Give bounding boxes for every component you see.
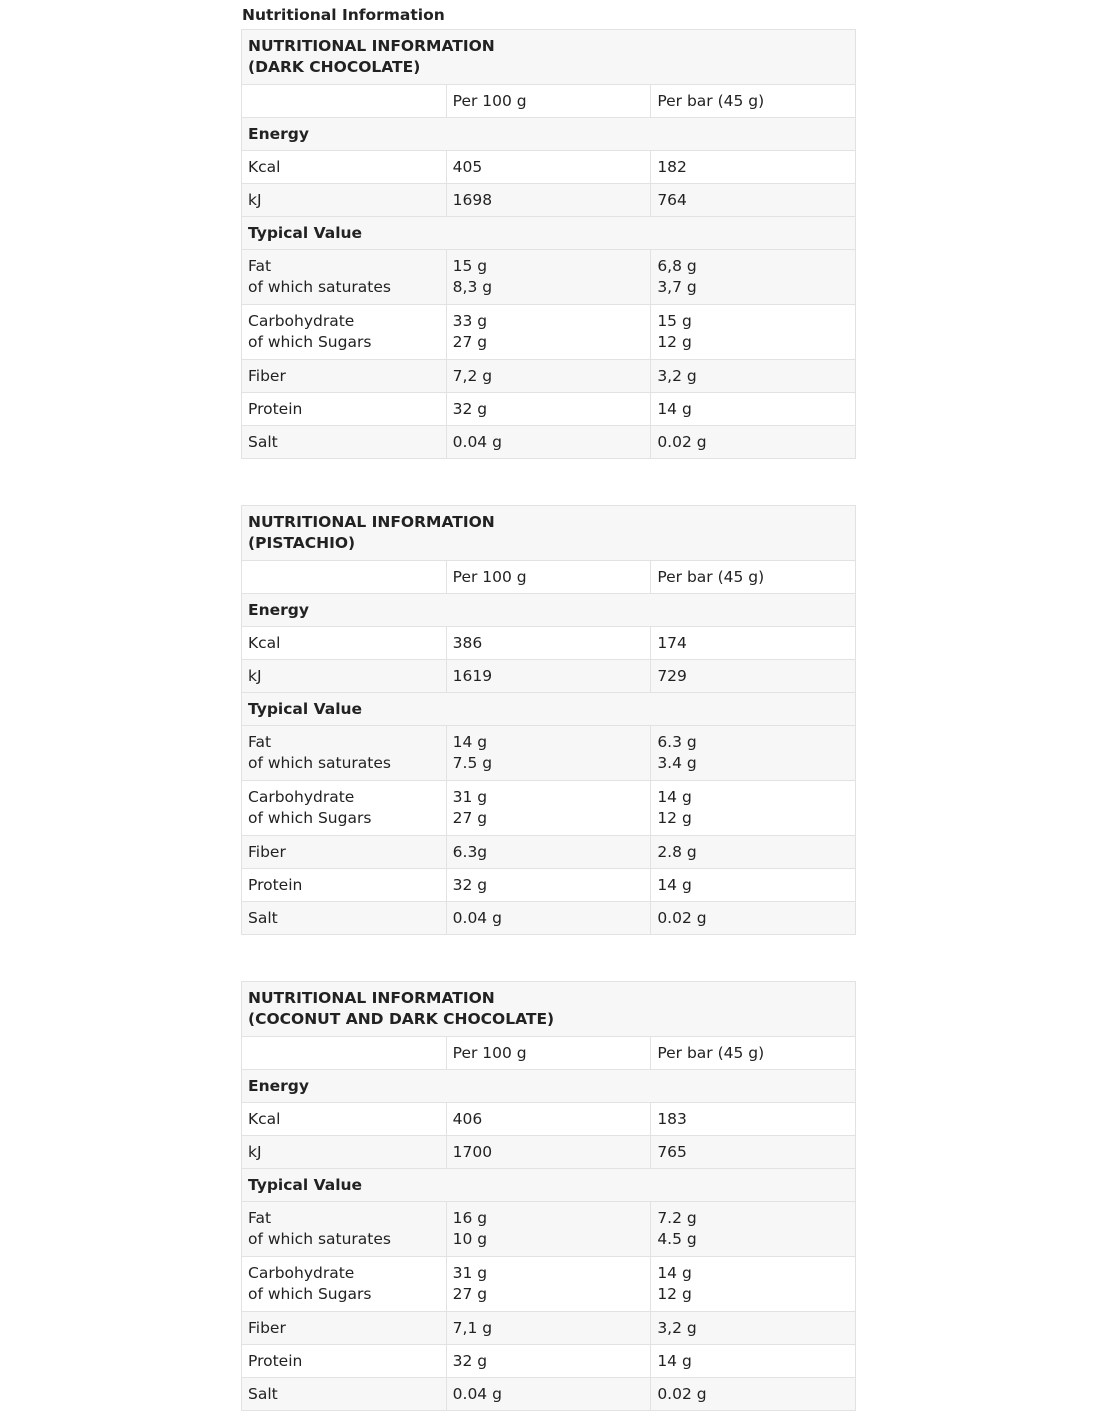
fat-per-100g bbox=[446, 1202, 651, 1257]
header-per-bar: Per bar (45 g) bbox=[651, 561, 856, 594]
header-per-bar: Per bar (45 g) bbox=[651, 1037, 856, 1070]
kj-per-bar: 729 bbox=[651, 660, 856, 693]
carbohydrate-per-bar bbox=[651, 1257, 856, 1312]
label-sugars: of which Sugars bbox=[248, 809, 372, 827]
salt-per-bar: 0.02 g bbox=[651, 902, 856, 935]
row-label-protein: Protein bbox=[242, 1345, 447, 1378]
row-label-carbohydrate bbox=[242, 781, 447, 836]
row-label-fiber: Fiber bbox=[242, 360, 447, 393]
kj-per-100g: 1619 bbox=[446, 660, 651, 693]
table-title-row bbox=[242, 982, 856, 1037]
salt-per-bar: 0.02 g bbox=[651, 426, 856, 459]
section-row-energy bbox=[242, 594, 856, 627]
header-blank-cell bbox=[242, 85, 447, 118]
saturates-value: 7.5 g bbox=[452, 754, 493, 772]
fiber-per-bar: 2.8 g bbox=[651, 836, 856, 869]
section-row-typical-value bbox=[242, 217, 856, 250]
kj-per-100g: 1698 bbox=[446, 184, 651, 217]
label-sugars: of which Sugars bbox=[248, 1285, 372, 1303]
salt-per-100g: 0.04 g bbox=[446, 1378, 651, 1411]
table-title bbox=[242, 982, 856, 1037]
section-row-energy bbox=[242, 118, 856, 151]
kj-per-bar: 764 bbox=[651, 184, 856, 217]
row-label-protein: Protein bbox=[242, 869, 447, 902]
protein-per-bar: 14 g bbox=[651, 869, 856, 902]
carbohydrate-per-100g bbox=[446, 1257, 651, 1312]
section-label-typical-value: Typical Value bbox=[242, 1169, 856, 1202]
kcal-per-100g: 406 bbox=[446, 1103, 651, 1136]
row-label-fat bbox=[242, 726, 447, 781]
row-label-fiber: Fiber bbox=[242, 1312, 447, 1345]
nutrition-table-pistachio bbox=[241, 505, 856, 935]
fat-value: 16 g bbox=[452, 1209, 488, 1227]
salt-per-bar: 0.02 g bbox=[651, 1378, 856, 1411]
column-header-row bbox=[242, 561, 856, 594]
row-label-salt: Salt bbox=[242, 1378, 447, 1411]
column-header-row bbox=[242, 1037, 856, 1070]
row-label-kcal: Kcal bbox=[242, 1103, 447, 1136]
label-carbohydrate: Carbohydrate bbox=[248, 788, 355, 806]
table-row-fat bbox=[242, 1202, 856, 1257]
row-label-fat bbox=[242, 1202, 447, 1257]
section-label-energy: Energy bbox=[242, 1070, 856, 1103]
row-label-kcal: Kcal bbox=[242, 627, 447, 660]
protein-per-100g: 32 g bbox=[446, 1345, 651, 1378]
fat-value: 6,8 g bbox=[657, 257, 697, 275]
table-title-row bbox=[242, 506, 856, 561]
row-label-salt: Salt bbox=[242, 902, 447, 935]
carbohydrate-per-bar bbox=[651, 305, 856, 360]
table-row-kj bbox=[242, 1136, 856, 1169]
table-row-kcal bbox=[242, 1103, 856, 1136]
saturates-value: 10 g bbox=[452, 1230, 488, 1248]
table-row-protein bbox=[242, 393, 856, 426]
label-carbohydrate: Carbohydrate bbox=[248, 312, 355, 330]
nutrition-table-dark-chocolate bbox=[241, 29, 856, 459]
fat-per-100g bbox=[446, 726, 651, 781]
fat-value: 6.3 g bbox=[657, 733, 697, 751]
table-title-line-1: NUTRITIONAL INFORMATION bbox=[248, 989, 495, 1007]
label-sugars: of which Sugars bbox=[248, 333, 372, 351]
carbohydrate-value: 31 g bbox=[452, 788, 488, 806]
table-row-fiber bbox=[242, 360, 856, 393]
kj-per-100g: 1700 bbox=[446, 1136, 651, 1169]
table-row-carbohydrate bbox=[242, 305, 856, 360]
sugars-value: 12 g bbox=[657, 1285, 692, 1303]
protein-per-bar: 14 g bbox=[651, 393, 856, 426]
sugars-value: 27 g bbox=[452, 1285, 488, 1303]
kcal-per-bar: 182 bbox=[651, 151, 856, 184]
sugars-value: 12 g bbox=[657, 809, 692, 827]
table-row-fiber bbox=[242, 1312, 856, 1345]
table-title-line-2: (COCONUT AND DARK CHOCOLATE) bbox=[248, 1010, 555, 1028]
carbohydrate-value: 31 g bbox=[452, 1264, 488, 1282]
saturates-value: 8,3 g bbox=[452, 278, 493, 296]
fat-per-bar bbox=[651, 250, 856, 305]
row-label-fiber: Fiber bbox=[242, 836, 447, 869]
label-fat: Fat bbox=[248, 1209, 272, 1227]
saturates-value: 4.5 g bbox=[657, 1230, 697, 1248]
table-title bbox=[242, 30, 856, 85]
salt-per-100g: 0.04 g bbox=[446, 902, 651, 935]
sugars-value: 27 g bbox=[452, 809, 488, 827]
salt-per-100g: 0.04 g bbox=[446, 426, 651, 459]
table-row-salt bbox=[242, 426, 856, 459]
table-title-line-2: (PISTACHIO) bbox=[248, 534, 356, 552]
section-label-energy: Energy bbox=[242, 594, 856, 627]
table-row-salt bbox=[242, 1378, 856, 1411]
table-title-line-1: NUTRITIONAL INFORMATION bbox=[248, 513, 495, 531]
section-row-typical-value bbox=[242, 1169, 856, 1202]
label-fat: Fat bbox=[248, 257, 272, 275]
column-header-row bbox=[242, 85, 856, 118]
table-row-fat bbox=[242, 250, 856, 305]
kcal-per-100g: 405 bbox=[446, 151, 651, 184]
header-per-100g: Per 100 g bbox=[446, 561, 651, 594]
header-blank-cell bbox=[242, 1037, 447, 1070]
fiber-per-100g: 7,2 g bbox=[446, 360, 651, 393]
table-title-line-1: NUTRITIONAL INFORMATION bbox=[248, 37, 495, 55]
carbohydrate-per-bar bbox=[651, 781, 856, 836]
label-carbohydrate: Carbohydrate bbox=[248, 1264, 355, 1282]
carbohydrate-value: 15 g bbox=[657, 312, 692, 330]
fiber-per-100g: 7,1 g bbox=[446, 1312, 651, 1345]
table-row-fiber bbox=[242, 836, 856, 869]
table-row-carbohydrate bbox=[242, 1257, 856, 1312]
label-saturates: of which saturates bbox=[248, 1230, 391, 1248]
protein-per-100g: 32 g bbox=[446, 393, 651, 426]
sugars-value: 12 g bbox=[657, 333, 692, 351]
sugars-value: 27 g bbox=[452, 333, 488, 351]
table-title-row bbox=[242, 30, 856, 85]
kcal-per-100g: 386 bbox=[446, 627, 651, 660]
fiber-per-bar: 3,2 g bbox=[651, 1312, 856, 1345]
section-label-energy: Energy bbox=[242, 118, 856, 151]
row-label-fat bbox=[242, 250, 447, 305]
header-per-bar: Per bar (45 g) bbox=[651, 85, 856, 118]
carbohydrate-per-100g bbox=[446, 781, 651, 836]
table-row-carbohydrate bbox=[242, 781, 856, 836]
row-label-carbohydrate bbox=[242, 305, 447, 360]
carbohydrate-per-100g bbox=[446, 305, 651, 360]
page-title: Nutritional Information bbox=[242, 6, 445, 24]
table-row-protein bbox=[242, 1345, 856, 1378]
row-label-kj: kJ bbox=[242, 660, 447, 693]
carbohydrate-value: 33 g bbox=[452, 312, 488, 330]
kcal-per-bar: 174 bbox=[651, 627, 856, 660]
table-row-kcal bbox=[242, 627, 856, 660]
saturates-value: 3,7 g bbox=[657, 278, 697, 296]
row-label-protein: Protein bbox=[242, 393, 447, 426]
fiber-per-bar: 3,2 g bbox=[651, 360, 856, 393]
fiber-per-100g: 6.3g bbox=[446, 836, 651, 869]
section-row-energy bbox=[242, 1070, 856, 1103]
label-fat: Fat bbox=[248, 733, 272, 751]
fat-value: 7.2 g bbox=[657, 1209, 697, 1227]
table-title bbox=[242, 506, 856, 561]
carbohydrate-value: 14 g bbox=[657, 1264, 692, 1282]
nutrition-table-coconut-dark-chocolate bbox=[241, 981, 856, 1411]
table-row-fat bbox=[242, 726, 856, 781]
header-per-100g: Per 100 g bbox=[446, 85, 651, 118]
fat-per-100g bbox=[446, 250, 651, 305]
kj-per-bar: 765 bbox=[651, 1136, 856, 1169]
protein-per-bar: 14 g bbox=[651, 1345, 856, 1378]
label-saturates: of which saturates bbox=[248, 278, 391, 296]
row-label-kj: kJ bbox=[242, 184, 447, 217]
saturates-value: 3.4 g bbox=[657, 754, 697, 772]
kcal-per-bar: 183 bbox=[651, 1103, 856, 1136]
label-saturates: of which saturates bbox=[248, 754, 391, 772]
table-row-protein bbox=[242, 869, 856, 902]
table-row-salt bbox=[242, 902, 856, 935]
fat-per-bar bbox=[651, 1202, 856, 1257]
header-per-100g: Per 100 g bbox=[446, 1037, 651, 1070]
protein-per-100g: 32 g bbox=[446, 869, 651, 902]
section-label-typical-value: Typical Value bbox=[242, 693, 856, 726]
table-row-kj bbox=[242, 184, 856, 217]
row-label-carbohydrate bbox=[242, 1257, 447, 1312]
fat-value: 14 g bbox=[452, 733, 488, 751]
table-title-line-2: (DARK CHOCOLATE) bbox=[248, 58, 421, 76]
row-label-kcal: Kcal bbox=[242, 151, 447, 184]
table-row-kcal bbox=[242, 151, 856, 184]
header-blank-cell bbox=[242, 561, 447, 594]
row-label-kj: kJ bbox=[242, 1136, 447, 1169]
fat-per-bar bbox=[651, 726, 856, 781]
table-row-kj bbox=[242, 660, 856, 693]
carbohydrate-value: 14 g bbox=[657, 788, 692, 806]
fat-value: 15 g bbox=[452, 257, 488, 275]
section-row-typical-value bbox=[242, 693, 856, 726]
section-label-typical-value: Typical Value bbox=[242, 217, 856, 250]
row-label-salt: Salt bbox=[242, 426, 447, 459]
